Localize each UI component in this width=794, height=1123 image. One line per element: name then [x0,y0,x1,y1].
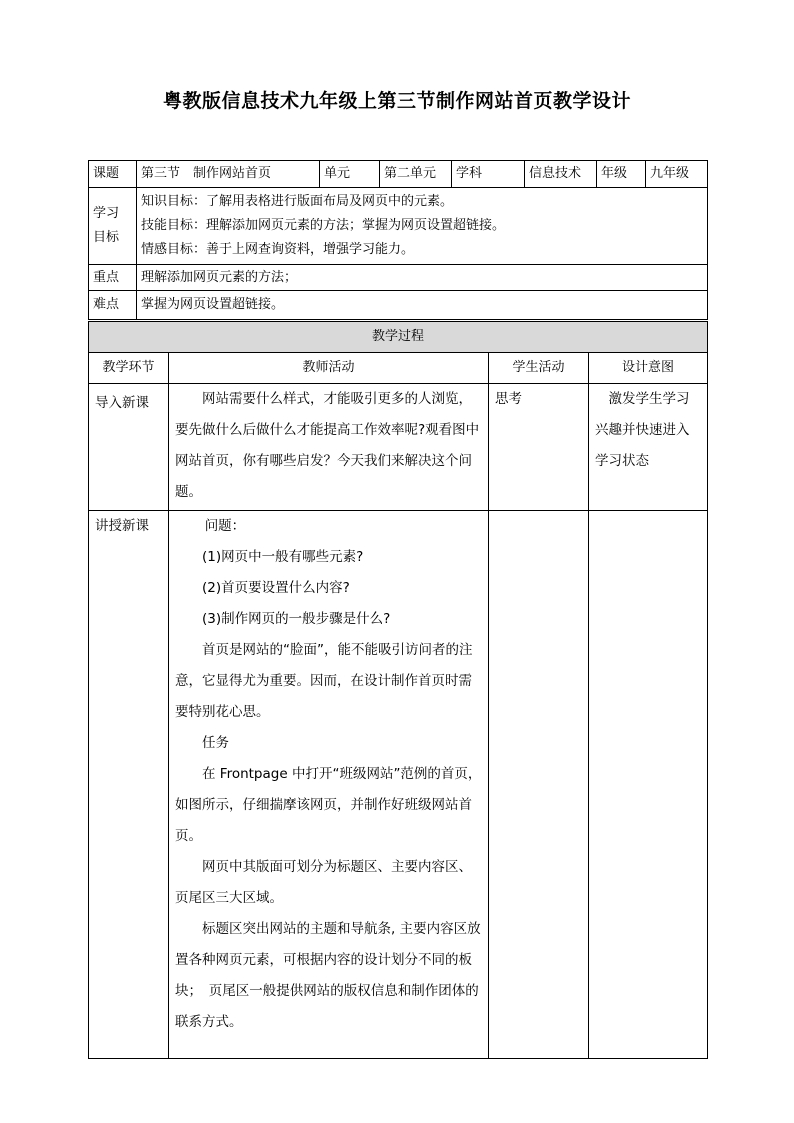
goals-cell [137,188,708,265]
course-label: 课题 [89,161,137,188]
goals-label [89,188,137,265]
lecture-student [489,511,589,1059]
process-table [88,321,708,1059]
header-student: 学生活动 [489,353,589,384]
goal-emotion: 情感目标：善于上网查询资料，增强学习能力。 [141,242,415,257]
difficulty-label: 难点 [89,291,137,320]
question-title: 问题： [204,518,246,534]
course-value: 第三节 制作网站首页 [137,161,320,188]
paragraph-layout: 网页中其版面可划分为标题区、主要内容区、页尾区三大区域。 [175,859,472,906]
paragraph-homepage: 首页是网站的“脸面”，能不能吸引访问者的注意，它显得尤为重要。因而，在设计制作首页时需要特别花心思。 [175,642,473,720]
process-section-title: 教学过程 [89,322,708,353]
goals-label-line-1: 学习 [93,206,120,221]
question-3: (3)制作网页的一般步骤是什么? [202,611,391,627]
lecture-teacher [169,511,489,1059]
lecture-stage: 讲授新课 [89,511,169,1059]
intro-student: 思考 [489,384,589,511]
goals-label-line-2: 目标 [93,230,120,245]
goal-skill: 技能目标：理解添加网页元素的方法；掌握为网页设置超链接。 [141,218,506,233]
intro-teacher: 网站需要什么样式，才能吸引更多的人浏览，要先做什么后做什么才能提高工作效率呢?观看图中网站首页，你有哪些启发？今天我们来解决这个问题。 [169,384,489,511]
info-table [88,160,708,320]
lecture-intent [589,511,708,1059]
goal-knowledge: 知识目标：了解用表格进行版面布局及网页中的元素。 [141,194,454,209]
paragraph-areas: 标题区突出网站的主题和导航条, 主要内容区放置各种网页元素，可根据内容的设计划分不同的板块； 页尾区一般提供网站的版权信息和制作团体的联系方式。 [175,921,481,1030]
header-teacher: 教师活动 [169,353,489,384]
task-title: 任务 [202,735,229,751]
unit-value: 第二单元 [380,161,452,188]
key-value: 理解添加网页元素的方法； [137,265,708,291]
grade-label: 年级 [597,161,646,188]
difficulty-value: 掌握为网页设置超链接。 [137,291,708,320]
intro-stage: 导入新课 [89,384,169,511]
key-label: 重点 [89,265,137,291]
header-stage: 教学环节 [89,353,169,384]
unit-label: 单元 [320,161,380,188]
document-title: 粤教版信息技术九年级上第三节制作网站首页教学设计 [162,90,631,112]
subject-label: 学科 [452,161,525,188]
paragraph-task: 在 Frontpage 中打开“班级网站”范例的首页，如图所示，仔细揣摩该网页，并制作好班级网站首页。 [175,766,482,844]
question-1: (1)网页中一般有哪些元素? [202,549,364,565]
question-2: (2)首页要设置什么内容? [202,580,350,596]
grade-value: 九年级 [646,161,708,188]
subject-value: 信息技术 [525,161,597,188]
intro-intent: 激发学生学习兴趣并快速进入学习状态 [589,384,708,511]
header-intent: 设计意图 [589,353,708,384]
